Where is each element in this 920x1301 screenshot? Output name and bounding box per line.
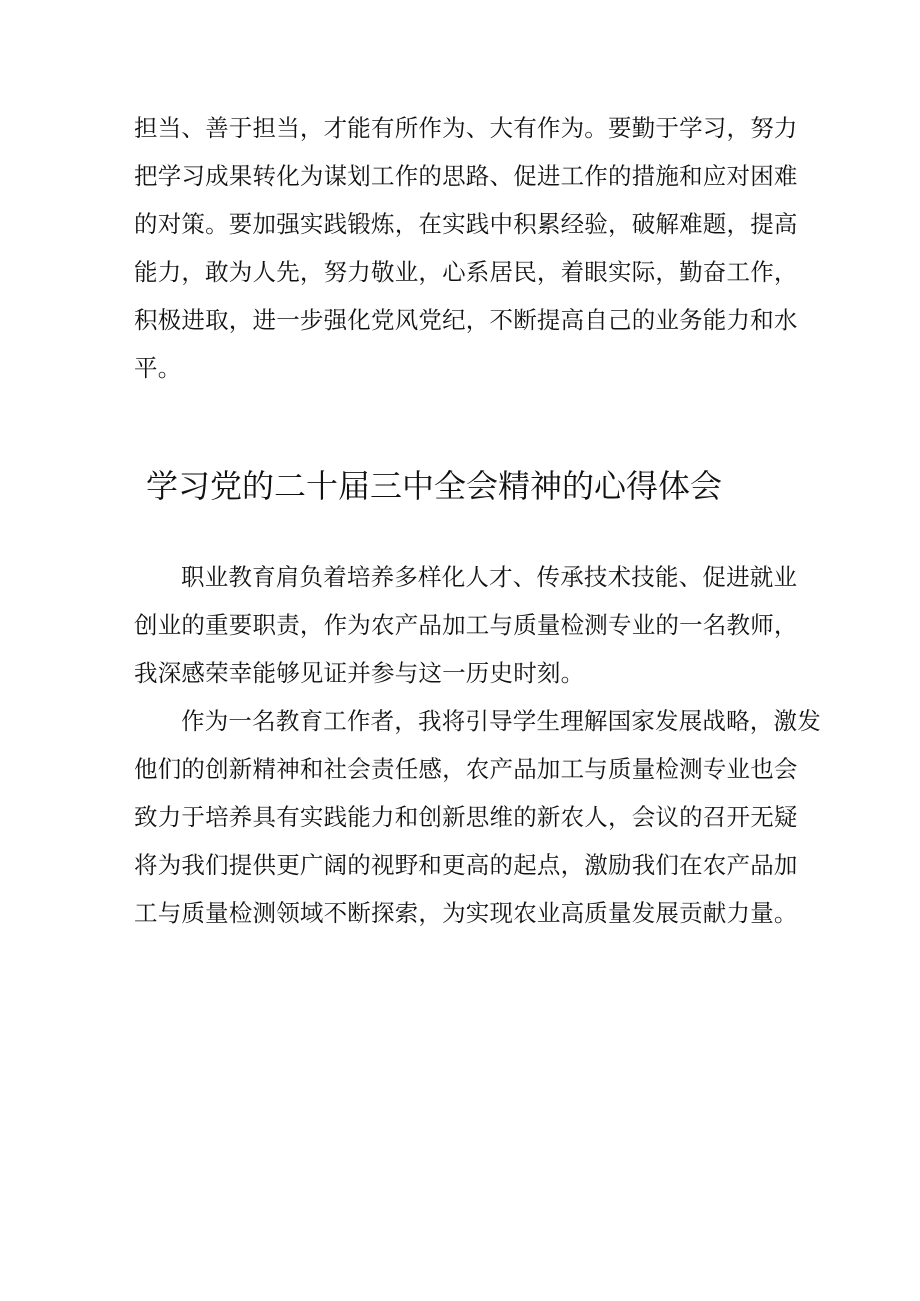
text-line: 工与质量检测领域不断探索，为实现农业高质量发展贡献力量。 bbox=[134, 899, 798, 927]
article-title: 学习党的二十届三中全会精神的心得体会 bbox=[146, 467, 723, 505]
text-line: 将为我们提供更广阔的视野和更高的起点，激励我们在农产品加 bbox=[134, 851, 798, 879]
text-line: 能力，敢为人先，努力敬业，心系居民，着眼实际，勤奋工作， bbox=[134, 258, 798, 286]
text-line: 我深感荣幸能够见证并参与这一历史时刻。 bbox=[134, 659, 585, 687]
text-line: 他们的创新精神和社会责任感，农产品加工与质量检测专业也会 bbox=[134, 755, 798, 783]
continuation-paragraph bbox=[134, 104, 798, 392]
text-line: 作为一名教育工作者，我将引导学生理解国家发展战略，激发 bbox=[181, 707, 821, 735]
text-line: 把学习成果转化为谋划工作的思路、促进工作的措施和应对困难 bbox=[134, 162, 798, 190]
text-line: 创业的重要职责，作为农产品加工与质量检测专业的一名教师， bbox=[134, 611, 798, 639]
text-line: 职业教育肩负着培养多样化人才、传承技术技能、促进就业 bbox=[181, 563, 798, 591]
text-line: 的对策。要加强实践锻炼，在实践中积累经验，破解难题，提高 bbox=[134, 210, 798, 238]
text-line: 积极进取，进一步强化党风党纪，不断提高自己的业务能力和水 bbox=[134, 306, 798, 334]
text-line: 致力于培养具有实践能力和创新思维的新农人，会议的召开无疑 bbox=[134, 803, 798, 831]
body-paragraph-2 bbox=[134, 697, 821, 937]
body-paragraph-1 bbox=[134, 553, 798, 697]
text-line: 担当、善于担当，才能有所作为、大有作为。要勤于学习，努力 bbox=[134, 114, 798, 142]
text-line: 平。 bbox=[134, 354, 182, 382]
